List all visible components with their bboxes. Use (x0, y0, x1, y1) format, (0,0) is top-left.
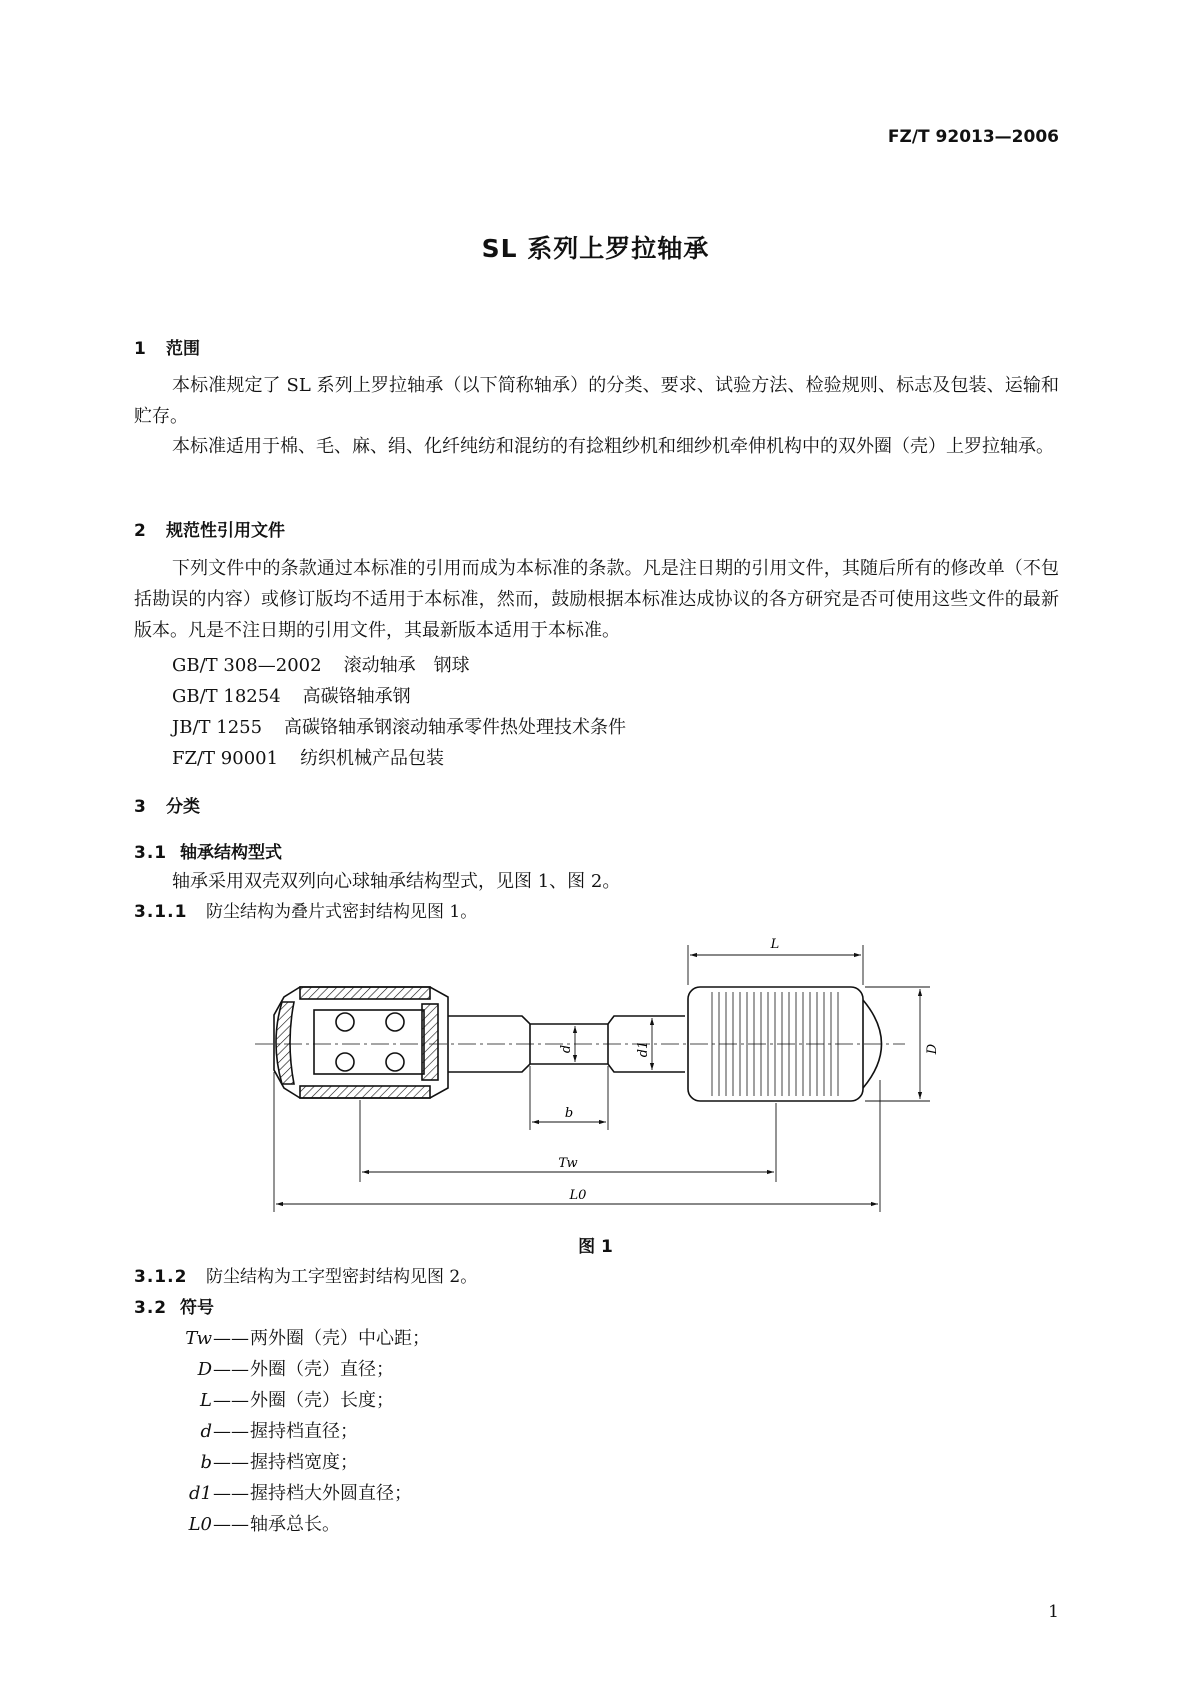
dash: —— (213, 1328, 249, 1349)
reference-code: GB/T 308—2002 (172, 655, 322, 676)
label-d1: d1 (636, 1040, 651, 1058)
figure-caption: 图 1 (578, 1237, 613, 1257)
reference-code: GB/T 18254 (172, 686, 281, 707)
standard-number: FZ/T 92013—2006 (887, 127, 1059, 147)
section-number: 3.2 (134, 1298, 168, 1318)
section-3-1-text: 轴承采用双壳双列向心球轴承结构型式，见图 1、图 2。 (172, 871, 621, 892)
reference-title: 高碳铬轴承钢 (302, 686, 411, 707)
section-2-paragraph: 下列文件中的条款通过本标准的引用而成为本标准的条款。凡是注日期的引用文件，其随后所有的修改单（不包括勘误的内容）或修订版均不适用于本标准，然而，鼓励根据本标准达成协议的各方研究是否可使用这些文件的最新版本。凡是不注日期的引用文件，其最新版本适用于本标准。 (134, 558, 1059, 641)
symbol: L0 (188, 1514, 212, 1535)
section-3-1-heading (134, 838, 282, 863)
symbol: b (200, 1452, 212, 1473)
label-L0: L0 (569, 1188, 587, 1203)
symbol-definition (172, 1324, 430, 1350)
reference-code: JB/T 1255 (172, 717, 263, 738)
bearing-housing (274, 987, 448, 1098)
symbol: d1 (189, 1483, 212, 1504)
section-number: 3 (134, 797, 146, 817)
symbol-meaning: 外圈（壳）长度； (250, 1390, 394, 1411)
symbol: L (200, 1390, 212, 1411)
reference-code: FZ/T 90001 (172, 748, 279, 769)
dimension-lines (274, 945, 930, 1212)
symbol-definition (172, 1448, 358, 1474)
dash: —— (213, 1483, 249, 1504)
symbol-meaning: 握持档宽度； (250, 1452, 358, 1473)
symbol: D (197, 1359, 212, 1380)
label-d: d (559, 1044, 574, 1054)
section-1-paragraph-1: 本标准规定了 SL 系列上罗拉轴承（以下简称轴承）的分类、要求、试验方法、检验规则、标志及包装、运输和贮存。 (134, 375, 1059, 427)
label-L: L (770, 937, 780, 952)
section-title: 符号 (180, 1298, 214, 1318)
reference-title: 纺织机械产品包装 (300, 748, 445, 769)
normative-reference (172, 651, 470, 677)
normative-reference (172, 744, 444, 770)
section-text: 防尘结构为叠片式密封结构见图 1。 (206, 902, 478, 922)
symbol-meaning: 两外圈（壳）中心距； (250, 1328, 430, 1349)
section-3-1-2 (134, 1262, 477, 1287)
dash: —— (213, 1514, 249, 1535)
section-title: 范围 (166, 339, 200, 359)
reference-title: 滚动轴承 钢球 (343, 655, 470, 676)
section-title: 轴承结构型式 (180, 843, 282, 863)
section-3-1-1 (134, 897, 477, 922)
reference-title: 高碳铬轴承钢滚动轴承零件热处理技术条件 (284, 717, 627, 738)
label-Tw: Tw (558, 1156, 578, 1171)
symbol-definition (172, 1355, 394, 1381)
symbol-definition (172, 1510, 340, 1536)
symbol: d (200, 1421, 212, 1442)
section-number: 3.1.2 (134, 1267, 188, 1287)
figure-1-bearing-drawing (250, 925, 950, 1215)
symbol-definition (172, 1386, 394, 1412)
symbol: Tw (185, 1328, 212, 1349)
symbol-meaning: 握持档大外圆直径； (250, 1483, 412, 1504)
section-number: 3.1 (134, 843, 168, 863)
symbol-meaning: 握持档直径； (250, 1421, 358, 1442)
section-3-2-heading (134, 1293, 214, 1318)
section-1-paragraph-2: 本标准适用于棉、毛、麻、绢、化纤纯纺和混纺的有捻粗纱机和细纱机牵伸机构中的双外圈（壳）上罗拉轴承。 (172, 436, 1054, 457)
section-title: 分类 (166, 797, 200, 817)
section-3-heading (134, 792, 200, 817)
symbol-meaning: 轴承总长。 (250, 1514, 340, 1535)
dash: —— (213, 1390, 249, 1411)
label-b: b (564, 1106, 574, 1121)
section-number: 2 (134, 521, 146, 541)
section-2-heading (134, 516, 285, 541)
label-D: D (925, 1043, 940, 1055)
dash: —— (213, 1452, 249, 1473)
section-number: 3.1.1 (134, 902, 188, 922)
section-text: 防尘结构为工字型密封结构见图 2。 (206, 1267, 478, 1287)
symbol-definition (172, 1479, 412, 1505)
symbol-definition (172, 1417, 358, 1443)
dash: —— (213, 1359, 249, 1380)
normative-reference (172, 682, 411, 708)
section-title: 规范性引用文件 (166, 521, 285, 541)
normative-reference (172, 713, 626, 739)
document-title: SL 系列上罗拉轴承 (481, 234, 710, 263)
symbol-meaning: 外圈（壳）直径； (250, 1359, 394, 1380)
section-number: 1 (134, 339, 146, 359)
page-number: 1 (1048, 1602, 1059, 1622)
dash: —— (213, 1421, 249, 1442)
section-1-heading (134, 334, 200, 359)
